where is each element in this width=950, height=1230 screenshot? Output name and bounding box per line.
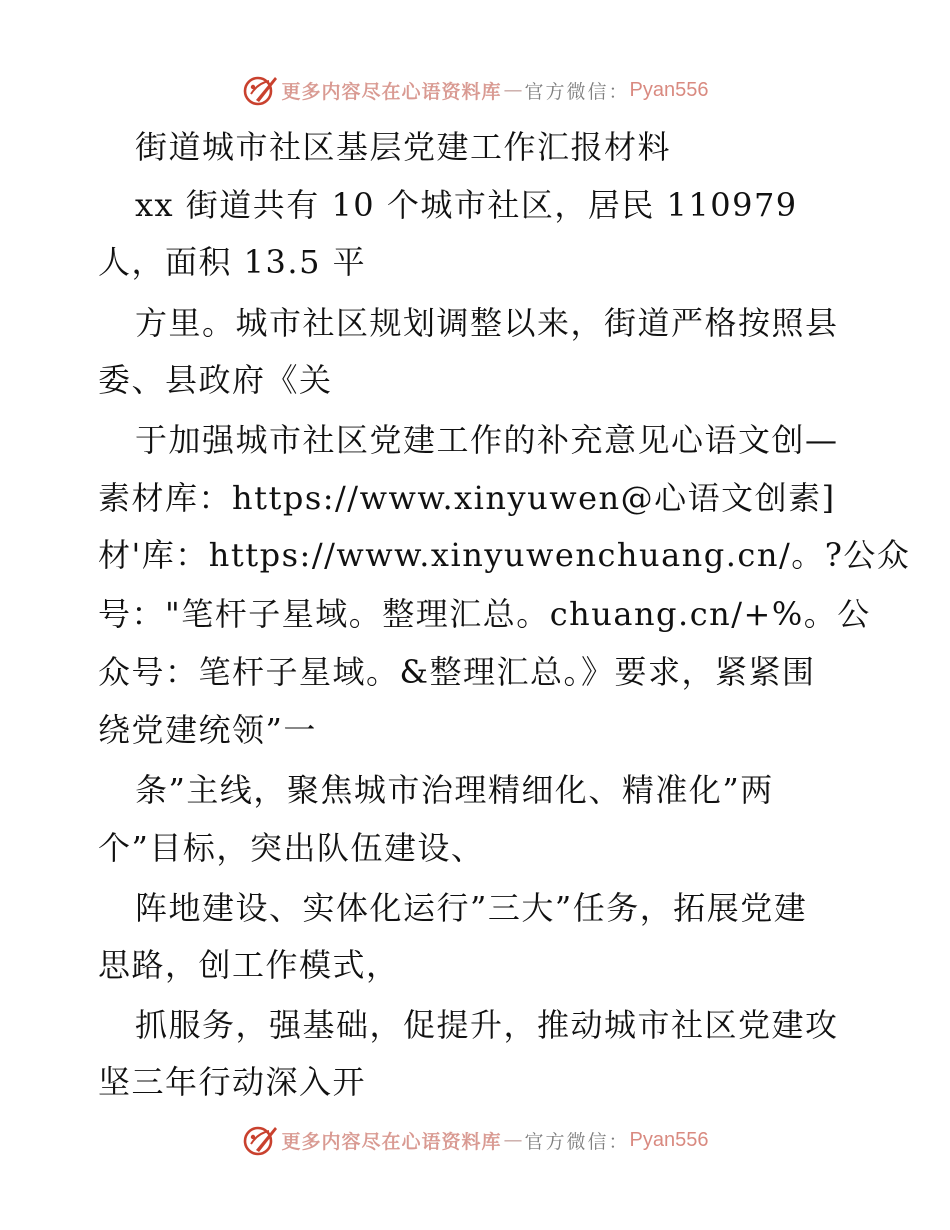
paragraph-line: 抓服务，强基础，促提升，推动城市社区党建攻	[135, 1006, 839, 1044]
banner-slogan: 更多内容尽在心语资料库	[281, 1130, 502, 1153]
paragraph-line: xx 街道共有 10 个城市社区，居民 110979	[135, 186, 798, 224]
pen-logo-icon	[242, 73, 280, 107]
paragraph-line: 阵地建设、实体化运行”三大”任务，拓展党建	[135, 889, 808, 927]
paragraph-line: 方里。城市社区规划调整以来，街道严格按照县	[135, 304, 839, 342]
banner-wechat-id: Pyan556	[629, 1128, 709, 1151]
banner-official-label: 官方微信：	[524, 80, 630, 103]
banner-dash: —	[503, 79, 523, 101]
paragraph-line: 素材库：https://www.xinyuwen@心语文创素]	[98, 479, 836, 517]
paragraph-line: 委、县政府《关	[98, 361, 333, 399]
paragraph-line: 坚三年行动深入开	[98, 1063, 367, 1101]
paragraph-line: 条”主线，聚焦城市治理精细化、精准化”两	[135, 771, 774, 809]
footer-watermark-banner	[0, 1120, 950, 1160]
paragraph-line: 材'库：https://www.xinyuwenchuang.cn/。?公众	[98, 536, 911, 574]
paragraph-line: 于加强城市社区党建工作的补充意见心语文创—	[135, 421, 839, 459]
banner-slogan: 更多内容尽在心语资料库	[281, 80, 502, 103]
banner-official-label: 官方微信：	[524, 1130, 630, 1153]
banner-wechat-id: Pyan556	[629, 78, 709, 101]
pen-logo-icon	[242, 1123, 280, 1157]
paragraph-line: 个”目标，突出队伍建设、	[98, 829, 485, 867]
banner-dash: —	[503, 1129, 523, 1151]
header-watermark-banner	[0, 70, 950, 110]
paragraph-line: 人，面积 13.5 平	[98, 243, 367, 281]
document-title: 街道城市社区基层党建工作汇报材料	[135, 128, 672, 166]
paragraph-line: 号："笔杆子星域。整理汇总。chuang.cn/+%。公	[98, 595, 871, 633]
paragraph-line: 绕党建统领”一	[98, 711, 317, 749]
paragraph-line: 思路，创工作模式，	[98, 946, 400, 984]
paragraph-line: 众号：笔杆子星域。&整理汇总。》要求，紧紧围	[98, 653, 816, 691]
